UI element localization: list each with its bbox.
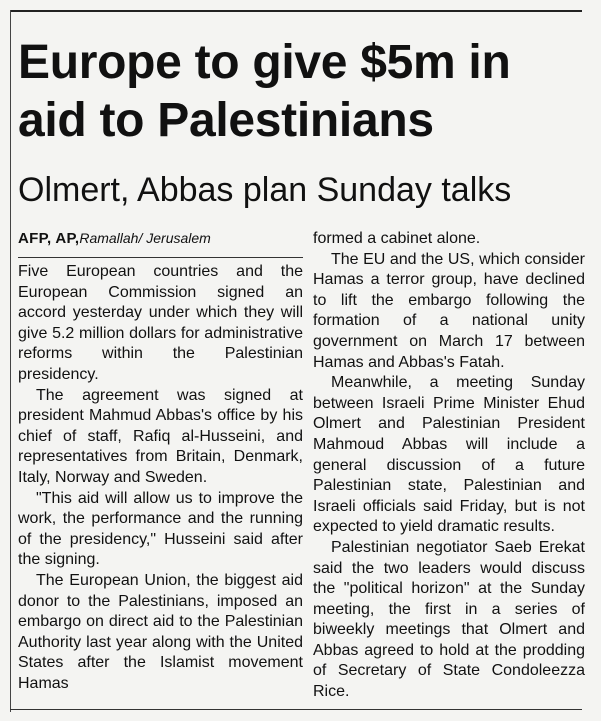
- paragraph: The EU and the US, which consider Hamas a terror group, have declined to lift the embargo following the formation of a national unity government on March 17 between Hamas and Abbas's Fatah.: [313, 250, 585, 371]
- article-column-left: [18, 262, 303, 694]
- subhead: Olmert, Abbas plan Sunday talks: [18, 171, 512, 209]
- byline-place: Ramallah/ Jerusalem: [79, 230, 211, 246]
- byline-agencies: AFP, AP,: [18, 230, 80, 247]
- paragraph: Palestinian negotiator Saeb Erekat said the two leaders would discuss the "political horizon" at the Sunday meeting, the first in a series of biweekly meetings that Olmert and Abbas agreed to hold at the prodding of Secretary of State Condoleezza Rice.: [313, 538, 585, 701]
- paragraph: Five European countries and the European Commission signed an accord yesterday under which they will give 5.2 million dollars for administrative reforms within the Palestinian presidency.: [18, 263, 303, 383]
- byline-rule: [18, 257, 303, 258]
- paragraph: Meanwhile, a meeting Sunday between Israeli Prime Minister Ehud Olmert and Palestinian President Mahmoud Abbas will include a general discussion of a future Palestinian state, Palestinian and Israeli officials said Friday, but is not expected to yield dramatic results.: [313, 374, 585, 536]
- top-rule: [10, 10, 582, 12]
- headline: Europe to give $5m in aid to Palestinians: [18, 36, 511, 147]
- left-rule: [10, 10, 11, 712]
- paragraph: formed a cabinet alone.: [313, 230, 481, 247]
- article-column-right: [313, 229, 585, 703]
- paragraph: "This aid will allow us to improve the work, the performance and the running of the presidency," Husseini said after the signing.: [18, 489, 303, 569]
- bottom-rule: [10, 709, 582, 710]
- byline: [18, 228, 303, 249]
- paragraph: The agreement was signed at president Mahmud Abbas's office by his chief of staff, Rafiq al-Husseini, and representatives from Britain, Denmark, Italy, Norway and Sweden.: [18, 386, 303, 486]
- paragraph: The European Union, the biggest aid donor to the Palestinians, imposed an embargo on direct aid to the Palestinian Authority last year along with the United States after the Islamist movement Hamas: [18, 571, 303, 692]
